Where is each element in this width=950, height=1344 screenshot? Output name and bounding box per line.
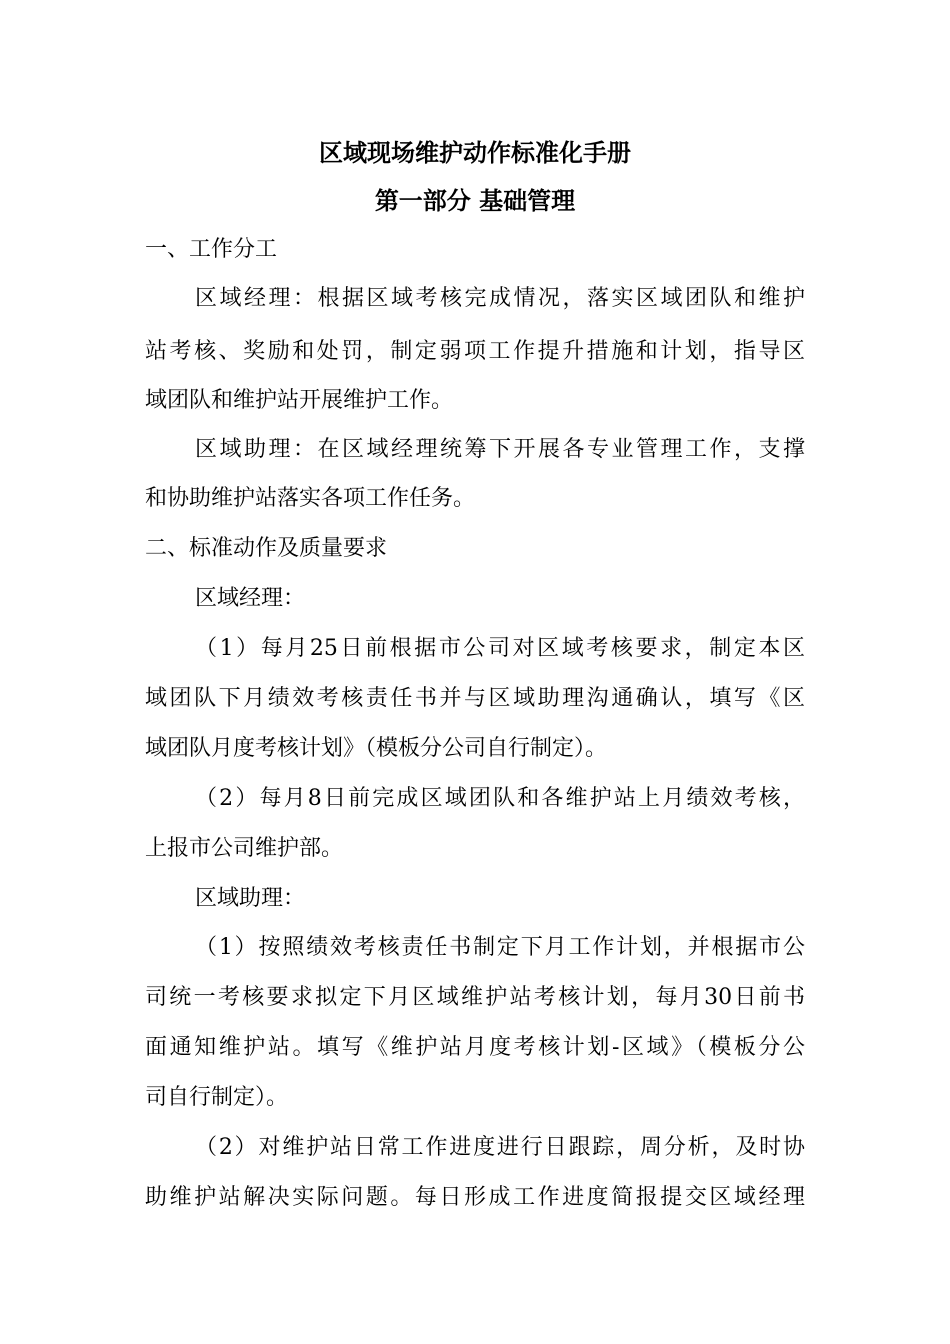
part-title: 第一部分 基础管理 [374,186,576,215]
paragraph-line: 司自行制定）。 [145,1085,289,1110]
paragraph-line: （2）每月8日前完成区域团队和各维护站上月绩效考核， [195,786,805,811]
paragraph-line: 上报市公司维护部。 [145,836,344,861]
role-label-manager: 区域经理： [195,586,306,611]
paragraph-line: （1）按照绩效考核责任书制定下月工作计划，并根据市公 [195,935,805,960]
document-title: 区域现场维护动作标准化手册 [319,138,631,167]
section-heading-work-division: 一、工作分工 [145,237,278,262]
role-label-assistant: 区域助理： [195,886,306,911]
paragraph-line: 司统一考核要求拟定下月区域维护站考核计划，每月30日前书 [145,985,805,1010]
section-heading-standard-actions: 二、标准动作及质量要求 [145,536,388,561]
paragraph-line: 域团队下月绩效考核责任书并与区域助理沟通确认，填写《区 [145,686,805,711]
paragraph-line: 和协助维护站落实各项工作任务。 [145,486,476,511]
paragraph-line: （2）对维护站日常工作进度进行日跟踪，周分析，及时协 [195,1135,805,1160]
paragraph-line: 站考核、奖励和处罚，制定弱项工作提升措施和计划，指导区 [145,339,805,364]
paragraph-line: 区域经理：根据区域考核完成情况，落实区域团队和维护 [195,286,805,311]
paragraph-line: （1）每月25日前根据市公司对区域考核要求，制定本区 [195,636,805,661]
paragraph-line: 助维护站解决实际问题。每日形成工作进度简报提交区域经理 [145,1185,805,1210]
paragraph-line: 域团队和维护站开展维护工作。 [145,388,454,413]
paragraph-line: 域团队月度考核计划》（模板分公司自行制定）。 [145,736,608,761]
paragraph-line: 面通知维护站。填写《维护站月度考核计划-区域》（模板分公 [145,1035,805,1060]
paragraph-line: 区域助理：在区域经理统筹下开展各专业管理工作，支撑 [195,437,805,462]
